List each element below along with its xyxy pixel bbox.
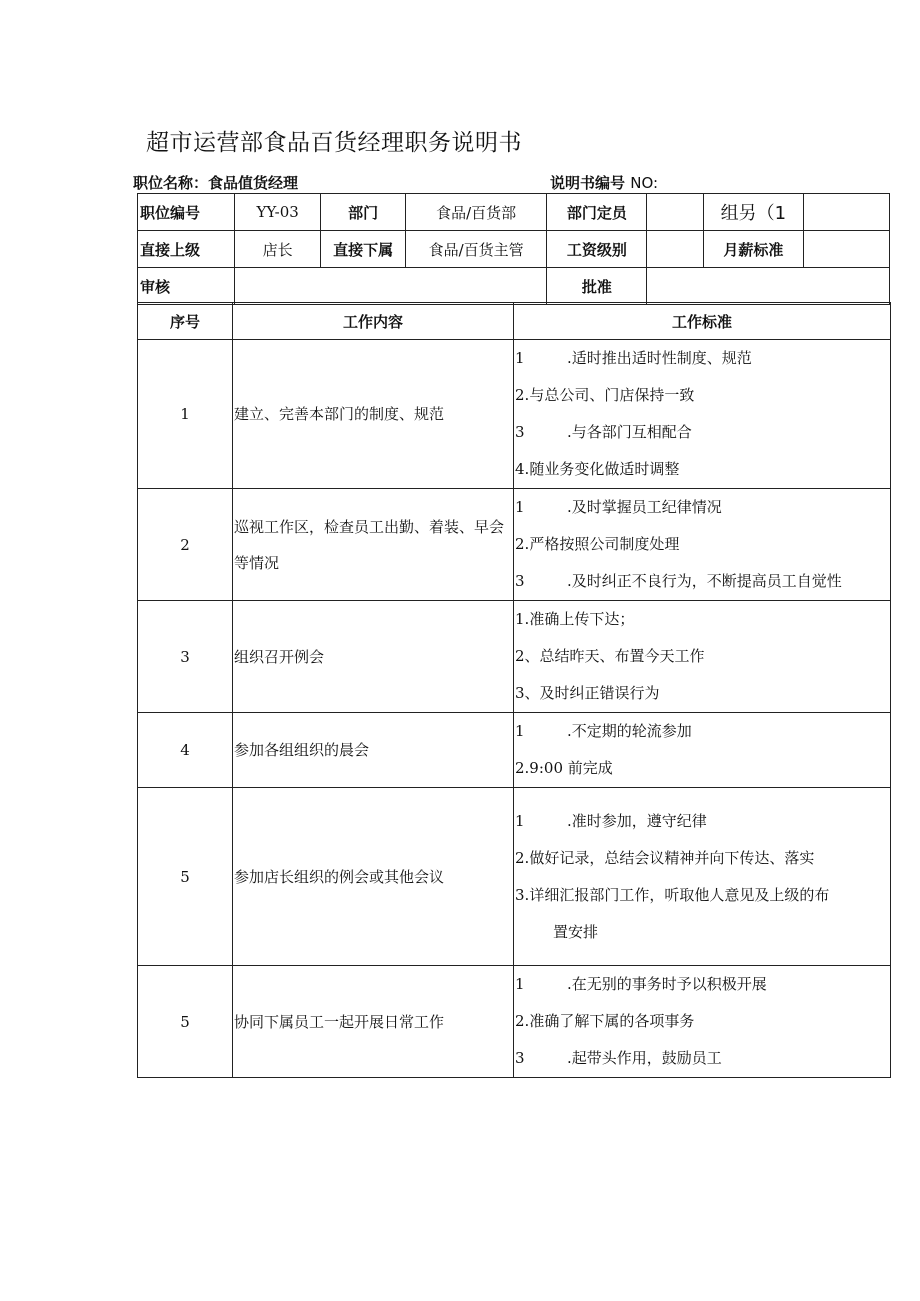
standard-text: 、总结昨天、布置今天工作 (524, 647, 705, 665)
row-number: 4 (138, 713, 233, 788)
standard-number: 2. (515, 386, 530, 404)
standard-item (515, 750, 890, 787)
row-content: 组织召开例会 (233, 601, 514, 713)
info-row (138, 268, 890, 305)
standard-item (515, 489, 890, 526)
standard-number: 2.9:00 (515, 759, 563, 777)
subordinate-label: 直接下属 (321, 231, 406, 268)
standard-text: 严格按照公司制度处理 (529, 535, 680, 553)
table-header-row (138, 303, 891, 340)
row-number: 5 (138, 788, 233, 966)
standard-number: 2 (515, 647, 525, 665)
standard-number: 1 (515, 975, 525, 993)
header-standard: 工作标准 (514, 303, 891, 340)
table-row (138, 966, 891, 1078)
standard-number: 2. (515, 848, 530, 867)
superior-value: 店长 (235, 231, 321, 268)
standard-text: 随业务变化做适时调整 (529, 460, 680, 478)
standard-text: .及时纠正不良行为，不断提高员工自觉性 (567, 572, 842, 590)
document-title: 超市运营部食品百货经理职务说明书 (146, 130, 522, 156)
standard-number: 3 (515, 572, 525, 590)
standard-number: 4. (515, 460, 530, 478)
approve-label: 批准 (547, 268, 647, 305)
row-standards (514, 966, 891, 1078)
monthly-salary-label: 月薪标准 (703, 231, 803, 268)
row-standards (514, 489, 891, 601)
info-row (138, 194, 890, 231)
standard-text: 、及时纠正错误行为 (524, 684, 660, 702)
standard-text: 准确上传下达； (529, 610, 635, 628)
standard-item (515, 340, 890, 377)
row-standards (514, 788, 891, 966)
standard-text: .及时掌握员工纪律情况 (567, 498, 722, 516)
standard-text: 与总公司、门店保持一致 (529, 386, 695, 404)
row-number: 5 (138, 966, 233, 1078)
header-content: 工作内容 (233, 303, 514, 340)
standard-item (515, 840, 890, 877)
row-number: 3 (138, 601, 233, 713)
standard-text: 置安排 (553, 922, 599, 941)
standard-number: 1. (515, 610, 530, 628)
header-no: 序号 (138, 303, 233, 340)
standard-number: 1 (515, 811, 525, 830)
salary-level-value (647, 231, 703, 268)
row-standards (514, 713, 891, 788)
standard-text: .与各部门互相配合 (567, 423, 692, 441)
standard-text: .不定期的轮流参加 (567, 722, 692, 740)
standard-number: 1 (515, 349, 525, 367)
standard-number: 1 (515, 498, 525, 516)
group-value (804, 194, 890, 231)
standard-item (515, 877, 890, 914)
table-row (138, 340, 891, 489)
row-standards (514, 601, 891, 713)
standard-number: 3 (515, 423, 525, 441)
standard-text: 做好记录，总结会议精神并向下传达、落实 (529, 848, 815, 867)
standard-text: .在无别的事务时予以积极开展 (567, 975, 767, 993)
position-name-label: 职位名称：食品值货经理 (133, 174, 299, 192)
standard-item (515, 1003, 890, 1040)
standard-number: 3. (515, 885, 530, 904)
doc-number-suffix: NO: (630, 174, 659, 192)
headcount-value (647, 194, 703, 231)
standard-text: .准时参加，遵守纪律 (567, 811, 707, 830)
row-standards (514, 340, 891, 489)
standard-text: 详细汇报部门工作，听取他人意见及上级的布 (529, 885, 830, 904)
row-content: 建立、完善本部门的制度、规范 (233, 340, 514, 489)
standard-number: 3 (515, 684, 525, 702)
superior-label: 直接上级 (138, 231, 235, 268)
standard-item (515, 377, 890, 414)
group-label: 组另（1 (703, 194, 803, 231)
dept-label: 部门 (321, 194, 406, 231)
approve-value (647, 268, 890, 305)
standard-number: 1 (515, 722, 525, 740)
standard-item (515, 914, 890, 951)
standard-item (515, 966, 890, 1003)
standard-item (515, 713, 890, 750)
standard-item (515, 414, 890, 451)
info-row (138, 231, 890, 268)
standard-item (515, 451, 890, 488)
standard-number: 3 (515, 1049, 525, 1067)
position-code-label: 职位编号 (138, 194, 235, 231)
position-code-value: YY-03 (235, 194, 321, 231)
standard-item (515, 601, 890, 638)
table-row (138, 713, 891, 788)
table-row (138, 788, 891, 966)
row-content: 协同下属员工一起开展日常工作 (233, 966, 514, 1078)
standard-text: 准确了解下属的各项事务 (529, 1012, 695, 1030)
table-row (138, 601, 891, 713)
review-label: 审核 (138, 268, 235, 305)
standard-text: 前完成 (563, 759, 613, 777)
standard-text: .适时推出适时性制度、规范 (567, 349, 752, 367)
standard-item (515, 675, 890, 712)
review-value (235, 268, 547, 305)
row-content: 参加店长组织的例会或其他会议 (233, 788, 514, 966)
table-row (138, 489, 891, 601)
standard-number: 2. (515, 535, 530, 553)
standard-item (515, 638, 890, 675)
salary-level-label: 工资级别 (547, 231, 647, 268)
standard-item (515, 563, 890, 600)
headcount-label: 部门定员 (547, 194, 647, 231)
standard-item (515, 803, 890, 840)
monthly-salary-value (804, 231, 890, 268)
row-content: 参加各组组织的晨会 (233, 713, 514, 788)
standard-item (515, 1040, 890, 1077)
doc-number-label (550, 172, 658, 193)
row-number: 1 (138, 340, 233, 489)
standard-item (515, 526, 890, 563)
subordinate-value: 食品/百货主管 (406, 231, 547, 268)
info-table (137, 193, 890, 305)
row-number: 2 (138, 489, 233, 601)
duties-table (137, 302, 891, 1078)
standard-text: .起带头作用，鼓励员工 (567, 1049, 722, 1067)
dept-value: 食品/百货部 (406, 194, 547, 231)
row-content: 巡视工作区，检查员工出勤、着装、早会等情况 (233, 489, 514, 601)
doc-number-text: 说明书编号 (550, 174, 626, 192)
standard-number: 2. (515, 1012, 530, 1030)
